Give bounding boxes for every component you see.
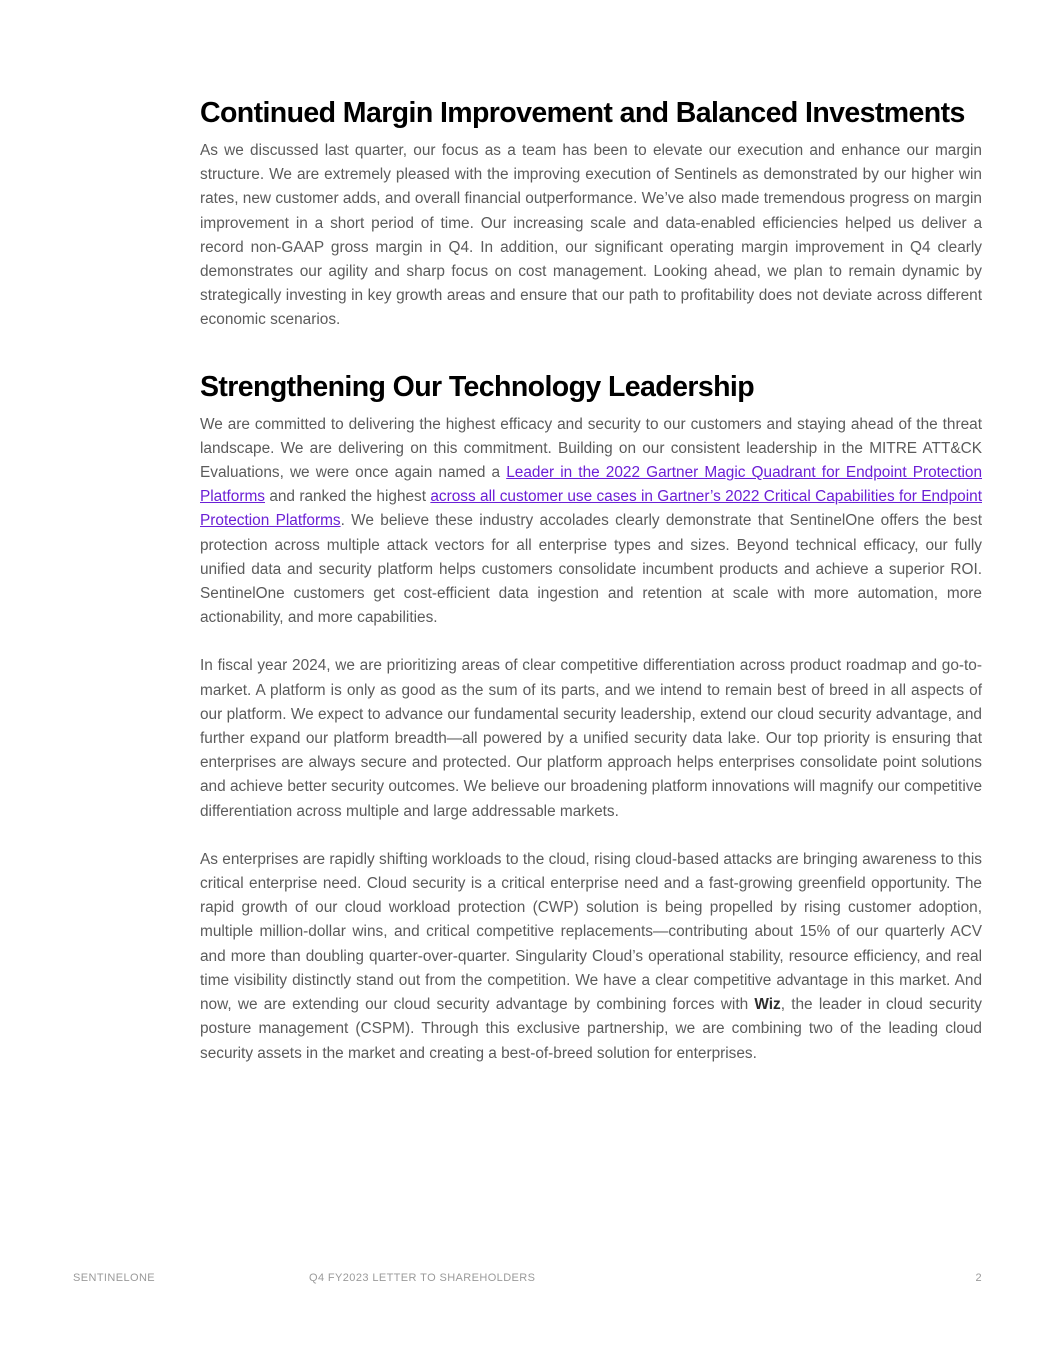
paragraph-text: and ranked the highest bbox=[265, 488, 431, 506]
paragraph-spacer bbox=[200, 824, 982, 848]
footer-page-number: 2 bbox=[975, 1272, 982, 1284]
paragraph-text: We are committed to delivering the highest efficacy and security to our customers and staying ahead of the threat landscape. We are delivering on this commitment. Building on our consistent leadership in the MITRE ATT&CK Evaluations, we were once again named a bbox=[200, 415, 982, 482]
paragraph-text: As enterprises are rapidly shifting workloads to the cloud, rising cloud-based attacks are bringing awareness to this critical enterprise need. Cloud security is a critical enterprise need and a fast-growing greenfield opportunity. The rapid growth of our cloud workload protection (CWP) solution is being propelled by rising customer adoption, multiple million-dollar wins, and critical competitive replacements—contributing about 15% of our quarterly ACV and more than doubling quarter-over-quarter. Singularity Cloud’s operational stability, resource efficiency, and real time visibility distinctly stand out from the competition. We have a clear competitive advantage in this market. And now, we are extending our cloud security advantage by combining forces with bbox=[200, 850, 982, 1014]
footer-company: SENTINELONE bbox=[73, 1272, 156, 1284]
paragraph-spacer bbox=[200, 630, 982, 654]
gartner-critical-capabilities-link[interactable]: across all customer use cases in Gartner’s 2022 Critical Capabilities for Endpoint Protection Platforms bbox=[200, 488, 982, 530]
page-content bbox=[200, 96, 982, 1066]
paragraph-text: , the leader in cloud security posture management (CSPM). Through this exclusive partnership, we are combining two of the leading cloud security assets in the market and creating a best-of-breed solution for enterprises. bbox=[200, 996, 983, 1062]
paragraph-fiscal-2024: In fiscal year 2024, we are prioritizing areas of clear competitive differentiation across product roadmap and go-to-market. A platform is only as good as the sum of its parts, and we intend to remain best of breed in all aspects of our platform. We expect to advance our fundamental security leadership, extend our cloud security advantage, and further expand our platform breadth—all powered by a unified security data lake. Our top priority is ensuring that enterprises are always secure and protected. Our platform approach helps enterprises consolidate point solutions and achieve better security outcomes. We believe our broadening platform innovations will magnify our competitive differentiation across multiple and large addressable markets. bbox=[200, 657, 982, 820]
paragraph-technology-leadership bbox=[200, 413, 982, 631]
gartner-magic-quadrant-link[interactable]: Leader in the 2022 Gartner Magic Quadrant for Endpoint Protection Platforms bbox=[200, 464, 983, 506]
paragraph-margin-improvement: As we discussed last quarter, our focus as a team has been to elevate our execution and enhance our margin structure. We are extremely pleased with the improving execution of Sentinels as demonstrated by our higher win rates, new customer adds, and overall financial outperformance. We’ve also made tremendous progress on margin improvement in a short period of time. Our increasing scale and data-enabled efficiencies helped us deliver a record non-GAAP gross margin in Q4. In addition, our significant operating margin improvement in Q4 clearly demonstrates our agility and sharp focus on cost management. Looking ahead, we plan to remain dynamic by strategically investing in key growth areas and ensure that our path to profitability does not deviate across different economic scenarios. bbox=[200, 142, 982, 329]
paragraph-cloud-security bbox=[200, 848, 982, 1066]
footer-document-title: Q4 FY2023 LETTER TO SHAREHOLDERS bbox=[309, 1272, 536, 1284]
section-heading-margin: Continued Margin Improvement and Balanced Investments bbox=[200, 97, 965, 129]
wiz-partner-name: Wiz bbox=[754, 996, 781, 1014]
paragraph-text: . We believe these industry accolades clearly demonstrate that SentinelOne offers the best protection across multiple attack vectors for all enterprise types and sizes. Beyond technical efficacy, our fully unified data and security platform helps customers consolidate incumbent products and achieve a superior ROI. SentinelOne customers get cost-efficient data ingestion and retention at scale with more automation, more actionability, and more capabilities. bbox=[200, 512, 982, 627]
section-heading-technology: Strengthening Our Technology Leadership bbox=[200, 370, 755, 403]
